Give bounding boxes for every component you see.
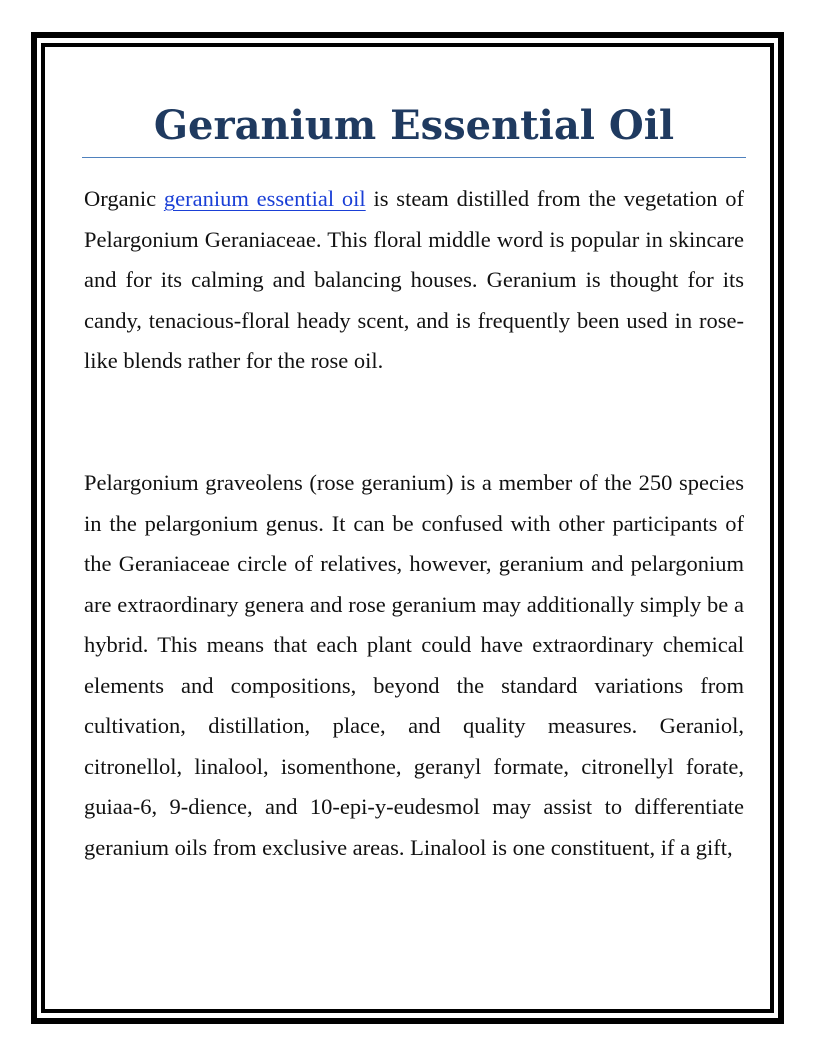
paragraph-intro-rest: is steam distilled from the vegetation of Pelargonium Geraniaceae. This floral middle word is popular in skincare and for its calming and balancing houses. Geranium is thought for its candy, tenacious-floral heady scent, and is frequently been used in rose-like blends rather for the rose oil. xyxy=(84,186,744,373)
title-divider xyxy=(82,157,746,158)
paragraph-species: Pelargonium graveolens (rose geranium) is a member of the 250 species in the pelargonium genus. It can be confused with other participants of the Geraniaceae circle of relatives, however, geranium and pelargonium are extraordinary genera and rose geranium may additionally simply be a hybrid. This means that each plant could have extraordinary chemical elements and compositions, beyond the standard variations from cultivation, distillation, place, and quality measures. Geraniol, citronellol, linalool, isomenthone, geranyl formate, citronellyl forate, guiaa-6, 9-dience, and 10-epi-y-eudesmol may assist to differentiate geranium oils from exclusive areas. Linalool is one constituent, if a gift, xyxy=(84,470,744,860)
geranium-oil-link[interactable]: geranium essential oil xyxy=(163,186,366,211)
paragraph-intro-lead: Organic xyxy=(84,186,164,211)
paragraph-intro xyxy=(84,179,744,382)
page-title: Geranium Essential Oil xyxy=(153,102,675,149)
